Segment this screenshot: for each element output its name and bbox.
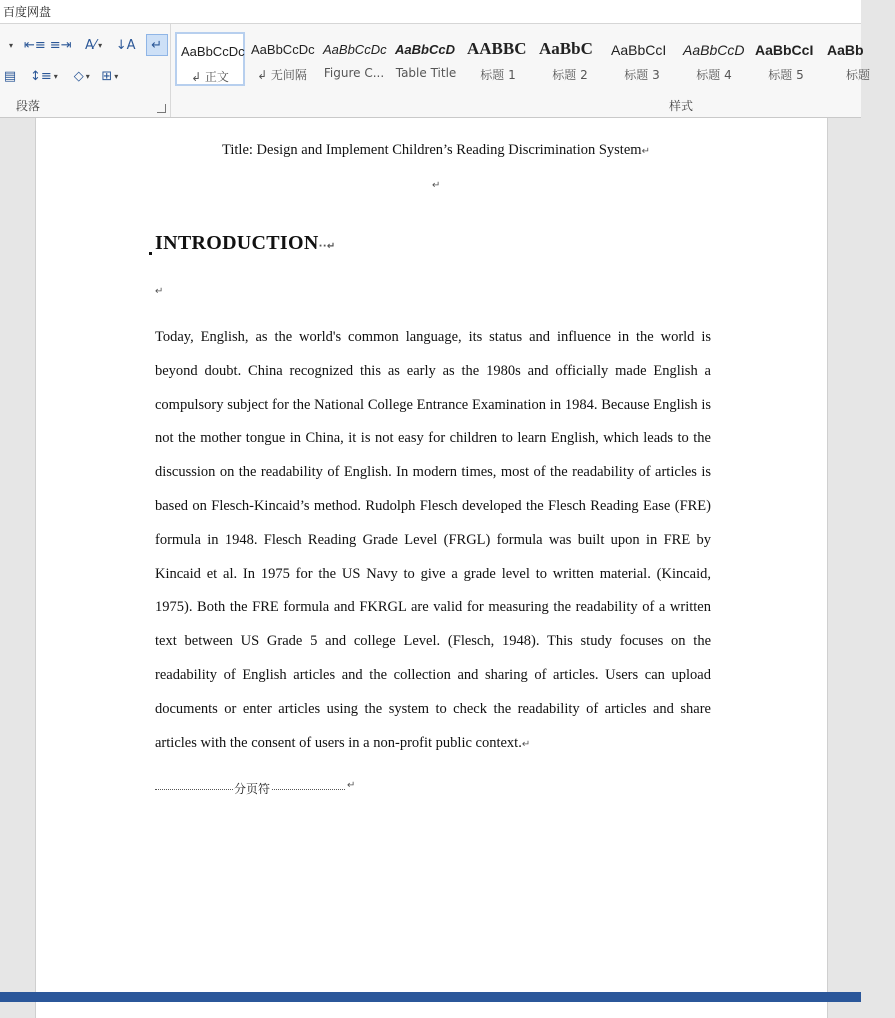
body-paragraph-mark: ↵: [521, 738, 531, 750]
style-figure-caption[interactable]: AaBbCcDc Figure C...: [323, 42, 387, 80]
style-heading-4[interactable]: AaBbCcD 标题 4: [683, 42, 745, 82]
document-title: Title: Design and Implement Children’s Reading Discrimination System↵: [222, 142, 650, 158]
style-gallery: [175, 32, 895, 88]
paragraph-group: [0, 24, 171, 117]
style-normal[interactable]: AaBbCcDc ↲ 正文: [175, 32, 245, 86]
paragraph-mark: ↵: [641, 146, 650, 157]
sort-icon[interactable]: ↓A: [115, 37, 136, 53]
style-heading-1[interactable]: AABBC 标题 1: [467, 39, 527, 82]
page-break-paragraph-mark: ↵: [347, 780, 356, 791]
increase-indent-button[interactable]: ≡⇥: [49, 37, 72, 53]
heading-bullet-marker: [149, 252, 152, 255]
empty-paragraph-mark: ↵: [432, 180, 441, 191]
title-bar: [0, 0, 861, 24]
style-no-spacing[interactable]: AaBbCcDc ↲ 无间隔: [251, 42, 315, 82]
text-direction-button[interactable]: A⁄ ▾: [85, 37, 103, 53]
page-break-label: 分页符: [234, 782, 271, 796]
empty-paragraph-mark: ↵: [155, 286, 164, 297]
style-heading-3[interactable]: AaBbCcI 标题 3: [611, 42, 667, 82]
app-title: 百度网盘: [3, 5, 52, 19]
style-table-title[interactable]: AaBbCcD Table Title: [395, 42, 457, 80]
styles-group: [175, 24, 875, 117]
shading-button[interactable]: ◇ ▾: [73, 68, 90, 84]
body-paragraph[interactable]: Today, English, as the world's common language, its status and influence in the world is beyond doubt. China recognized this as early as the 1980s and officially made English a compulsory subject for the National College Entrance Examination in 1984. Because English is not the mother tongue in China, it is not easy for children to learn English, which leads to the discussion on the readability of English. In modern times, most of the readability of articles is based on Flesch-Kincaid’s method. Rudolph Flesch developed the Flesch Reading Ease (FRE) formula in 1948. Flesch Reading Grade Level (FRGL) formula was built upon in FRE by Kincaid et al. In 1975 for the US Navy to give a grade level to written material. (Kincaid, 1975). Both the FRE formula and FKRGL are valid for measuring the readability of a written text between US Grade 5 and college Level. (Flesch, 1948). This study focuses on the readability of English articles and the collection and sharing of articles. Users can upload documents or enter articles using the system to check the readability of articles and share articles with the consent of users in a non-profit public context.↵: [155, 329, 711, 751]
status-bar: [0, 992, 861, 1002]
decrease-indent-button[interactable]: ⇤≡: [24, 37, 46, 53]
section-heading: INTRODUCTION··↵: [155, 232, 336, 254]
distributed-align-button[interactable]: ▤: [3, 68, 17, 84]
paragraph-group-label: 段落: [16, 99, 41, 113]
borders-button[interactable]: ⊞ ▾: [101, 68, 119, 84]
heading-paragraph-mark: ··↵: [318, 241, 336, 252]
show-paragraph-marks-button[interactable]: ↵: [146, 34, 168, 56]
page-break: [155, 780, 355, 796]
paragraph-dialog-launcher-icon[interactable]: [157, 104, 166, 113]
style-title[interactable]: AaBb 标题: [827, 42, 870, 82]
document-page[interactable]: [35, 118, 828, 1018]
style-heading-2[interactable]: AaBbC 标题 2: [539, 39, 593, 82]
ribbon: [0, 24, 870, 118]
list-dropdown-caret[interactable]: ▾: [8, 40, 13, 50]
style-heading-5[interactable]: AaBbCcI 标题 5: [755, 42, 814, 82]
styles-group-label: 样式: [669, 99, 694, 113]
line-spacing-button[interactable]: ↕≡ ▾: [30, 68, 58, 84]
